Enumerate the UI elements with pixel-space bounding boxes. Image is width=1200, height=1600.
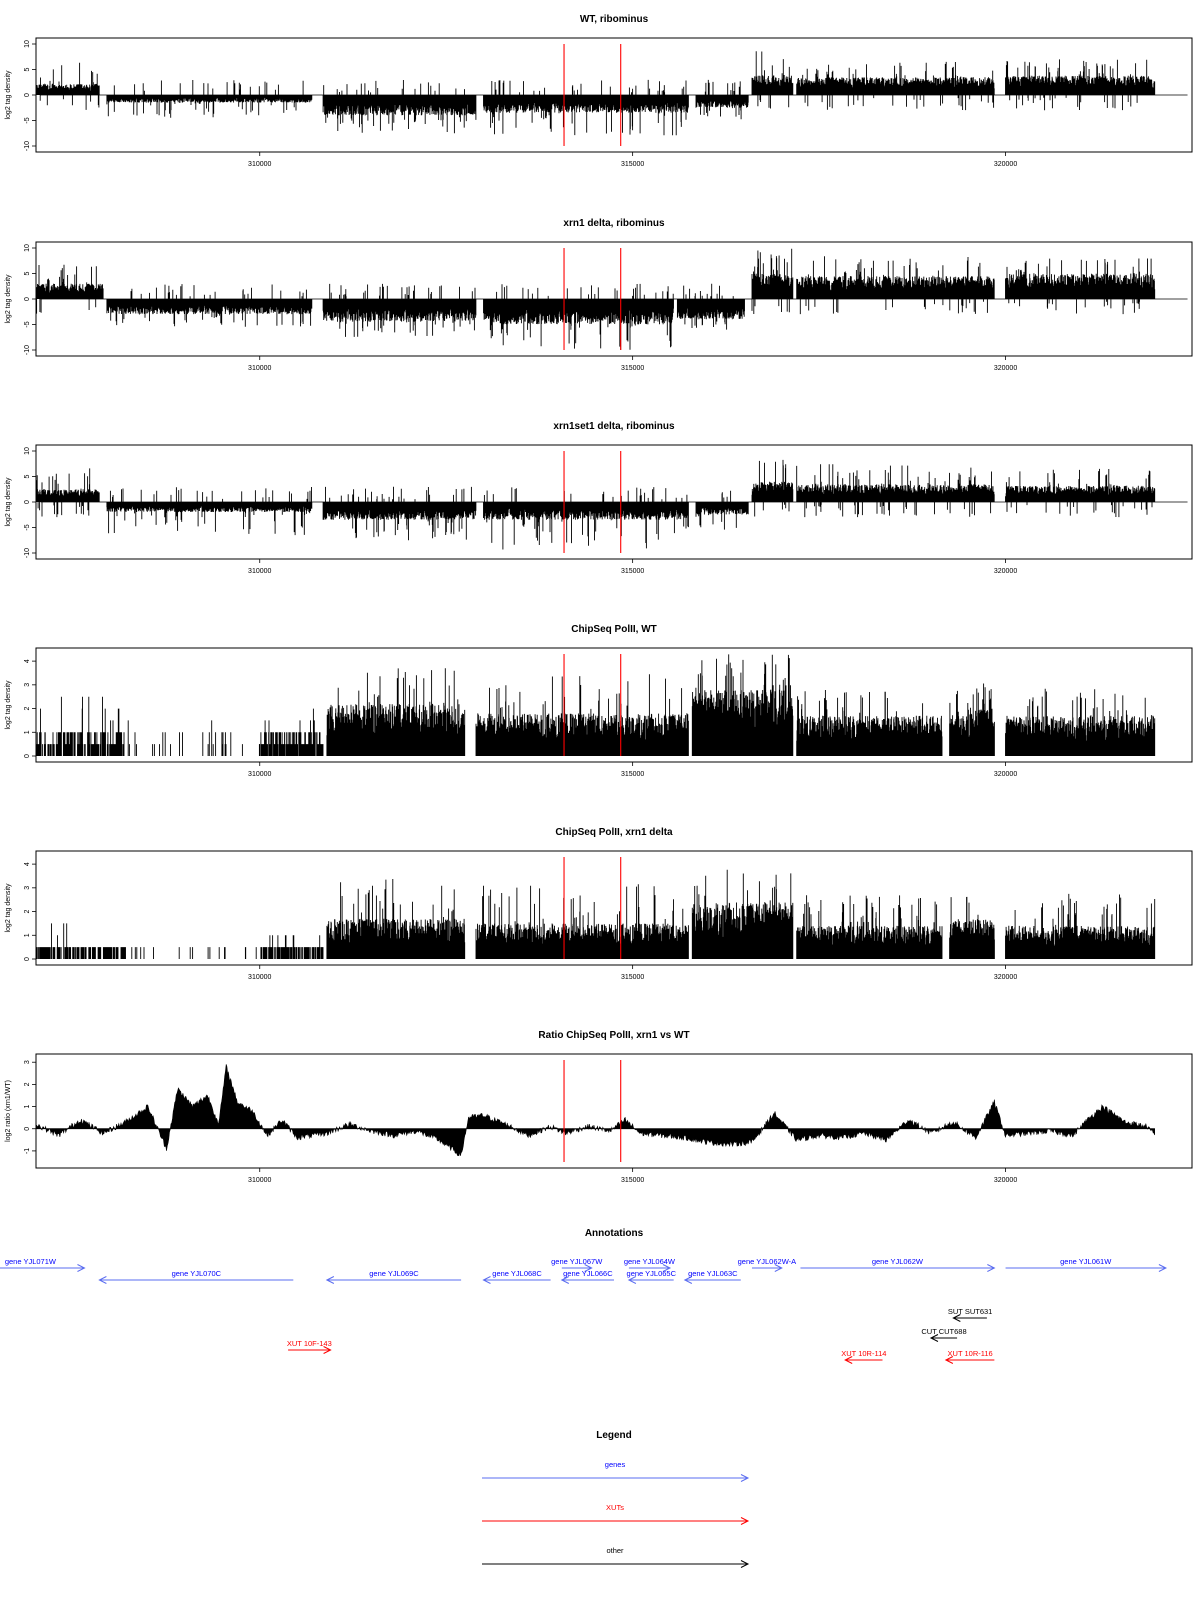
feature-gene xyxy=(738,1257,797,1272)
panel-2 xyxy=(5,218,1192,372)
feature-gene xyxy=(627,1269,677,1284)
bar-group xyxy=(1006,259,1155,315)
segment-2 xyxy=(128,720,259,756)
segment-3 xyxy=(323,487,476,540)
y-tick-label: 3 xyxy=(24,682,31,687)
bar-group xyxy=(692,654,793,756)
panel-title: Ratio ChipSeq PolII, xrn1 vs WT xyxy=(538,1030,690,1041)
feature-label: gene YJL071W xyxy=(4,1257,56,1266)
bar-group xyxy=(1006,59,1155,110)
bar-group xyxy=(36,265,103,314)
y-tick-label: 2 xyxy=(24,909,31,914)
bar-group xyxy=(797,895,942,959)
y-tick-label: 10 xyxy=(24,244,31,252)
bar-group xyxy=(1006,689,1155,756)
bar-group xyxy=(1006,469,1155,517)
bar-group xyxy=(107,80,312,118)
y-axis-label: log2 tag density xyxy=(5,680,12,730)
segment-7 xyxy=(797,464,995,517)
feature-label: gene YJL061W xyxy=(1060,1257,1112,1266)
x-axis xyxy=(248,1168,1017,1184)
segment-6 xyxy=(752,51,793,108)
y-axis xyxy=(24,40,36,151)
feature-label: gene YJL067W xyxy=(551,1257,603,1266)
panel-5 xyxy=(5,827,1192,981)
y-axis-label: log2 tag density xyxy=(5,274,12,324)
series-data xyxy=(37,654,1155,756)
feature-label: gene YJL062W-A xyxy=(737,1257,797,1266)
y-tick-label: 0 xyxy=(24,93,31,97)
y-tick-label: -5 xyxy=(24,524,31,531)
bar-group xyxy=(797,256,995,314)
x-tick-label: 310000 xyxy=(248,161,272,168)
y-tick-label: -1 xyxy=(24,1147,31,1155)
feature-other xyxy=(921,1327,966,1342)
y-tick-label: 1 xyxy=(24,1104,31,1109)
segment-2 xyxy=(132,947,257,959)
bar-group xyxy=(323,80,476,133)
x-axis xyxy=(248,152,1017,168)
segment-2 xyxy=(107,487,312,535)
y-tick-label: 5 xyxy=(24,474,31,479)
y-tick-label: -5 xyxy=(24,117,31,124)
segment-6 xyxy=(752,249,793,314)
bar-group xyxy=(950,684,995,757)
feature-gene xyxy=(800,1257,994,1272)
legend-entry xyxy=(482,1503,748,1525)
x-tick-label: 310000 xyxy=(248,1177,272,1184)
bar-group xyxy=(752,51,793,108)
feature-xut xyxy=(946,1349,994,1364)
bar-group xyxy=(36,923,125,959)
panel-1 xyxy=(5,14,1192,168)
legend-label: other xyxy=(606,1546,624,1555)
y-tick-label: 4 xyxy=(24,862,31,867)
series-data xyxy=(36,249,1188,350)
bar-group xyxy=(107,284,312,327)
segment-1 xyxy=(36,923,125,959)
feature-label: gene YJL070C xyxy=(171,1269,222,1278)
panel-title: ChipSeq PolII, xrn1 delta xyxy=(555,827,673,838)
y-tick-label: 5 xyxy=(24,67,31,72)
y-axis xyxy=(24,1060,36,1154)
segment-3 xyxy=(261,935,323,959)
bar-group xyxy=(692,870,793,959)
bar-group xyxy=(752,460,793,517)
segment-9 xyxy=(1006,894,1155,959)
bar-group xyxy=(260,709,323,756)
segment-8 xyxy=(950,684,995,757)
bar-group xyxy=(37,697,124,756)
bar-group xyxy=(696,80,748,119)
feature-label: SUT SUT631 xyxy=(947,1307,993,1316)
y-axis-label: log2 tag density xyxy=(5,883,12,933)
segment-8 xyxy=(950,897,995,959)
y-tick-label: 0 xyxy=(24,754,31,758)
bar-group xyxy=(132,947,257,959)
bar-group xyxy=(797,464,995,517)
bar-group xyxy=(323,487,476,540)
x-axis xyxy=(248,559,1017,575)
x-tick-label: 315000 xyxy=(620,771,645,778)
x-tick-label: 320000 xyxy=(993,974,1018,981)
feature-label: gene YJL068C xyxy=(492,1269,542,1278)
annotations-title: Annotations xyxy=(584,1228,644,1239)
feature-label: XUT 10R-114 xyxy=(841,1349,887,1358)
feature-label: gene YJL069C xyxy=(369,1269,419,1278)
bar-group xyxy=(484,284,674,350)
segment-4 xyxy=(484,487,689,549)
feature-label: gene YJL062W xyxy=(871,1257,923,1266)
y-axis xyxy=(24,659,36,758)
segment-1 xyxy=(36,63,99,110)
x-tick-label: 320000 xyxy=(993,365,1018,372)
segment-2 xyxy=(107,284,312,327)
segment-5 xyxy=(476,674,688,756)
x-tick-label: 315000 xyxy=(620,568,645,575)
panel-3 xyxy=(5,421,1192,575)
panel-title: ChipSeq PolII, WT xyxy=(571,624,657,635)
y-tick-label: 10 xyxy=(24,40,31,48)
y-tick-label: -10 xyxy=(24,140,31,152)
x-tick-label: 320000 xyxy=(993,568,1018,575)
y-tick-label: 2 xyxy=(24,1082,31,1087)
feature-other xyxy=(948,1307,992,1322)
panel-title: WT, ribominus xyxy=(579,14,649,25)
bar-group xyxy=(797,62,995,110)
y-tick-label: 3 xyxy=(24,885,31,890)
feature-label: XUT 10F-143 xyxy=(286,1339,332,1348)
x-axis xyxy=(248,356,1017,372)
x-axis xyxy=(248,965,1017,981)
x-tick-label: 310000 xyxy=(248,974,272,981)
segment-5 xyxy=(696,80,748,119)
y-tick-label: 0 xyxy=(24,1126,31,1131)
y-tick-label: 0 xyxy=(24,500,31,504)
segment-5 xyxy=(696,491,748,530)
segment-5 xyxy=(476,884,688,959)
feature-xut xyxy=(287,1339,332,1354)
segment-1 xyxy=(37,697,124,756)
feature-gene xyxy=(685,1269,741,1284)
feature-label: gene YJL064W xyxy=(623,1257,676,1266)
bar-group xyxy=(323,284,476,337)
segment-1 xyxy=(36,468,99,517)
y-tick-label: 0 xyxy=(24,957,31,961)
segment-7 xyxy=(797,62,995,110)
bar-group xyxy=(107,487,312,535)
segment-4 xyxy=(484,284,674,350)
feature-label: gene YJL066C xyxy=(563,1269,613,1278)
y-tick-label: 4 xyxy=(24,659,31,664)
legend-entry xyxy=(482,1546,748,1568)
x-tick-label: 315000 xyxy=(620,365,645,372)
feature-gene xyxy=(483,1269,550,1284)
panel-title: xrn1 delta, ribominus xyxy=(563,218,665,229)
bar-group xyxy=(36,63,99,110)
series-data xyxy=(36,51,1188,135)
y-axis xyxy=(24,244,36,355)
bar-group xyxy=(261,935,323,959)
legend-entry xyxy=(482,1460,748,1482)
y-axis-label: log2 tag density xyxy=(5,70,12,120)
segment-7 xyxy=(797,895,942,959)
y-axis xyxy=(24,447,36,558)
y-axis-label: log2 ratio (xrn1/WT) xyxy=(5,1080,12,1142)
segment-7 xyxy=(797,256,995,314)
x-tick-label: 320000 xyxy=(993,1177,1018,1184)
segment-9 xyxy=(1006,689,1155,756)
y-tick-label: 10 xyxy=(24,447,31,455)
x-tick-label: 310000 xyxy=(248,771,272,778)
x-tick-label: 320000 xyxy=(993,161,1018,168)
segment-4 xyxy=(327,668,465,756)
bar-group xyxy=(128,720,259,756)
bar-group xyxy=(476,884,688,959)
y-tick-label: 1 xyxy=(24,933,31,938)
bar-group xyxy=(484,80,689,135)
bar-group xyxy=(696,491,748,530)
bar-group xyxy=(797,690,942,756)
segment-2 xyxy=(107,80,312,118)
x-tick-label: 315000 xyxy=(620,161,645,168)
x-tick-label: 315000 xyxy=(620,1177,645,1184)
y-tick-label: -5 xyxy=(24,321,31,328)
x-tick-label: 310000 xyxy=(248,568,272,575)
bar-group xyxy=(327,879,465,959)
feature-gene xyxy=(0,1257,84,1272)
feature-label: gene YJL065C xyxy=(626,1269,677,1278)
legend-title: Legend xyxy=(596,1430,632,1441)
feature-gene xyxy=(99,1269,293,1284)
bar-group xyxy=(752,249,793,314)
x-tick-label: 310000 xyxy=(248,365,272,372)
legend xyxy=(482,1430,748,1568)
panel-4 xyxy=(5,624,1192,778)
segment-4 xyxy=(484,80,689,135)
feature-xut xyxy=(841,1349,886,1364)
segment-8 xyxy=(1006,59,1155,110)
y-tick-label: 0 xyxy=(24,297,31,301)
bar-group xyxy=(36,468,99,517)
segment-3 xyxy=(323,284,476,337)
bar-group xyxy=(950,897,995,959)
segment-6 xyxy=(752,460,793,517)
y-axis xyxy=(24,862,36,961)
panel-title: xrn1set1 delta, ribominus xyxy=(553,421,675,432)
series-data xyxy=(36,1064,1155,1156)
feature-label: CUT CUT688 xyxy=(921,1327,967,1336)
feature-gene xyxy=(327,1269,461,1284)
x-tick-label: 320000 xyxy=(993,771,1018,778)
y-tick-label: -10 xyxy=(24,344,31,356)
segment-6 xyxy=(692,654,793,756)
feature-gene xyxy=(1006,1257,1166,1272)
segment-5 xyxy=(677,284,744,330)
panel-6 xyxy=(5,1030,1192,1184)
y-tick-label: 1 xyxy=(24,730,31,735)
feature-gene xyxy=(562,1269,614,1284)
y-tick-label: 3 xyxy=(24,1060,31,1065)
legend-label: XUTs xyxy=(606,1503,624,1512)
segment-8 xyxy=(1006,259,1155,315)
x-tick-label: 315000 xyxy=(620,974,645,981)
segment-6 xyxy=(692,870,793,959)
segment-8 xyxy=(1006,469,1155,517)
annotations-track xyxy=(0,1228,1166,1364)
segment-1 xyxy=(36,265,103,314)
segment-7 xyxy=(797,690,942,756)
y-tick-label: 5 xyxy=(24,271,31,276)
y-tick-label: -10 xyxy=(24,547,31,559)
y-tick-label: 2 xyxy=(24,706,31,711)
feature-label: XUT 10R-116 xyxy=(947,1349,993,1358)
legend-label: genes xyxy=(604,1460,626,1469)
bar-group xyxy=(677,284,744,330)
bar-group xyxy=(1006,894,1155,959)
feature-label: gene YJL063C xyxy=(688,1269,738,1278)
ratio-area xyxy=(36,1064,1155,1156)
y-axis-label: log2 tag density xyxy=(5,477,12,527)
segment-4 xyxy=(327,879,465,959)
series-data xyxy=(36,460,1188,550)
series-data xyxy=(36,870,1154,959)
bar-group xyxy=(327,668,465,756)
segment-3 xyxy=(323,80,476,133)
x-axis xyxy=(248,762,1017,778)
bar-group xyxy=(476,674,688,756)
segment-3 xyxy=(260,709,323,756)
bar-group xyxy=(484,487,689,549)
